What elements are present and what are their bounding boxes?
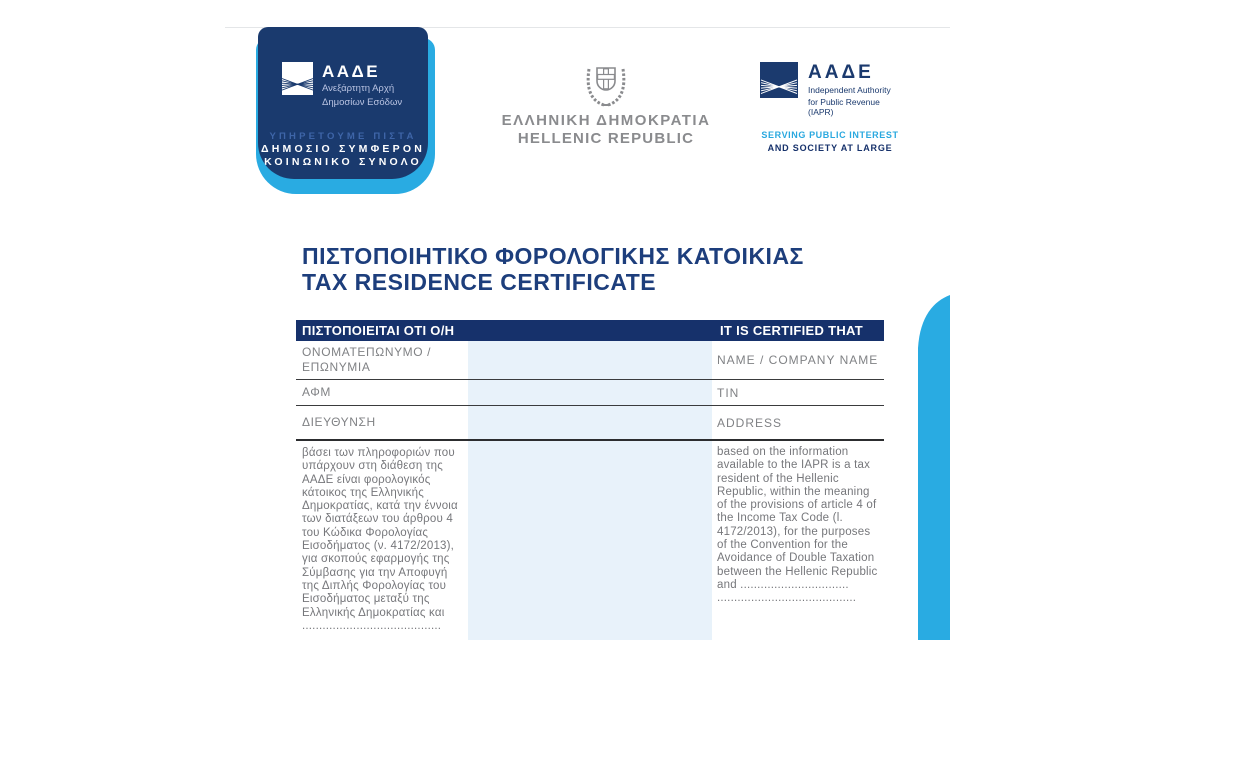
document-title-english: TAX RESIDENCE CERTIFICATE <box>302 269 657 295</box>
statement-field[interactable] <box>468 441 712 640</box>
certified-that-greek: ΠΙΣΤΟΠΟΙΕΙΤΑΙ ΟΤΙ Ο/Η <box>302 323 455 338</box>
cyan-swoosh-decoration <box>918 292 950 640</box>
document-title-greek: ΠΙΣΤΟΠΟΙΗΤΙΚΟ ΦΟΡΟΛΟΓΙΚΗΣ ΚΑΤΟΙΚΙΑΣ <box>302 243 804 269</box>
name-label-english: NAME / COMPANY NAME <box>717 353 879 367</box>
tin-label-greek: ΑΦΜ <box>302 385 332 399</box>
aade-logo-icon <box>282 62 313 95</box>
aade-badge-text <box>322 62 402 108</box>
table-row-tin <box>296 380 884 406</box>
badge-motto-line1: ΥΠΗΡΕΤΟΥΜΕ ΠΙΣΤΑ <box>269 131 417 142</box>
aade-org-name-line2: Δημοσίων Εσόδων <box>322 96 403 108</box>
tin-label-english: TIN <box>717 385 740 400</box>
aade-acronym: ΑΑΔΕ <box>322 62 381 81</box>
address-field[interactable] <box>468 406 712 439</box>
hellenic-republic-emblem-icon <box>583 60 629 108</box>
iapr-text <box>808 62 900 117</box>
iapr-org-name-line2: for Public Revenue (IAPR) <box>808 97 880 117</box>
iapr-header-block <box>760 62 900 153</box>
iapr-logo-icon <box>760 62 798 98</box>
table-row-address <box>296 406 884 441</box>
hellenic-republic-block <box>450 60 762 148</box>
document-title <box>302 243 804 295</box>
iapr-tagline-line2: AND SOCIETY AT LARGE <box>767 143 893 153</box>
tax-residence-certificate-table <box>296 320 884 640</box>
certificate-body <box>296 341 884 640</box>
tin-field[interactable] <box>468 380 712 405</box>
table-row-statement <box>296 441 884 640</box>
address-label-english: ADDRESS <box>717 415 783 430</box>
aade-badge-logo-row <box>282 62 402 108</box>
certified-that-english: IT IS CERTIFIED THAT <box>720 323 863 338</box>
iapr-tagline-line1: SERVING PUBLIC INTEREST <box>761 130 899 140</box>
badge-motto-line2: ΔΗΜΟΣΙΟ ΣΥΜΦΕΡΟΝ <box>261 143 425 155</box>
name-field[interactable] <box>468 341 712 379</box>
aade-org-name-line1: Ανεξάρτητη Αρχή <box>322 83 395 94</box>
address-label-greek: ΔΙΕΥΘΥΝΣΗ <box>302 415 376 429</box>
table-row-name <box>296 341 884 380</box>
iapr-acronym: ΑΑΔΕ <box>808 62 874 83</box>
statement-english: based on the information available to the IAPR is a tax resident of the Hellenic Republic, within the meaning of the provisions of article 4 of the Income Tax Code (l. 4172/2013), for the purposes of the Convention for the Avoidance of Double Taxation between the Hellenic Republic and ................................ ......................................... <box>717 446 878 605</box>
hellenic-republic-greek: ΕΛΛΗΝΙΚΗ ΔΗΜΟΚΡΑΤΙΑ <box>501 112 711 129</box>
iapr-org-name-line1: Independent Authority <box>808 85 891 95</box>
aade-badge <box>258 27 428 179</box>
badge-motto-line3: ΚΟΙΝΩΝΙΚΟ ΣΥΝΟΛΟ <box>264 156 422 168</box>
statement-greek: βάσει των πληροφοριών που υπάρχουν στη διάθεση της ΑΑΔΕ είναι φορολογικός κάτοικος της Ελληνικής Δημοκρατίας, κατά την έννοια των διατάξεων του άρθρου 4 του Κώδικα Φορολογίας Εισοδήματος (ν. 4172/2013), για σκοπούς εφαρμογής της Σύμβασης για την Αποφυγή της Διπλής Φορολογίας του Εισοδήματος μεταξύ της Ελληνικής Δημοκρατίας και ......................................... <box>302 447 458 632</box>
certificate-header-bar <box>296 320 884 341</box>
name-label-greek: ΟΝΟΜΑΤΕΠΩΝΥΜΟ / ΕΠΩΝΥΜΙΑ <box>302 345 432 374</box>
hellenic-republic-english: HELLENIC REPUBLIC <box>517 130 695 147</box>
